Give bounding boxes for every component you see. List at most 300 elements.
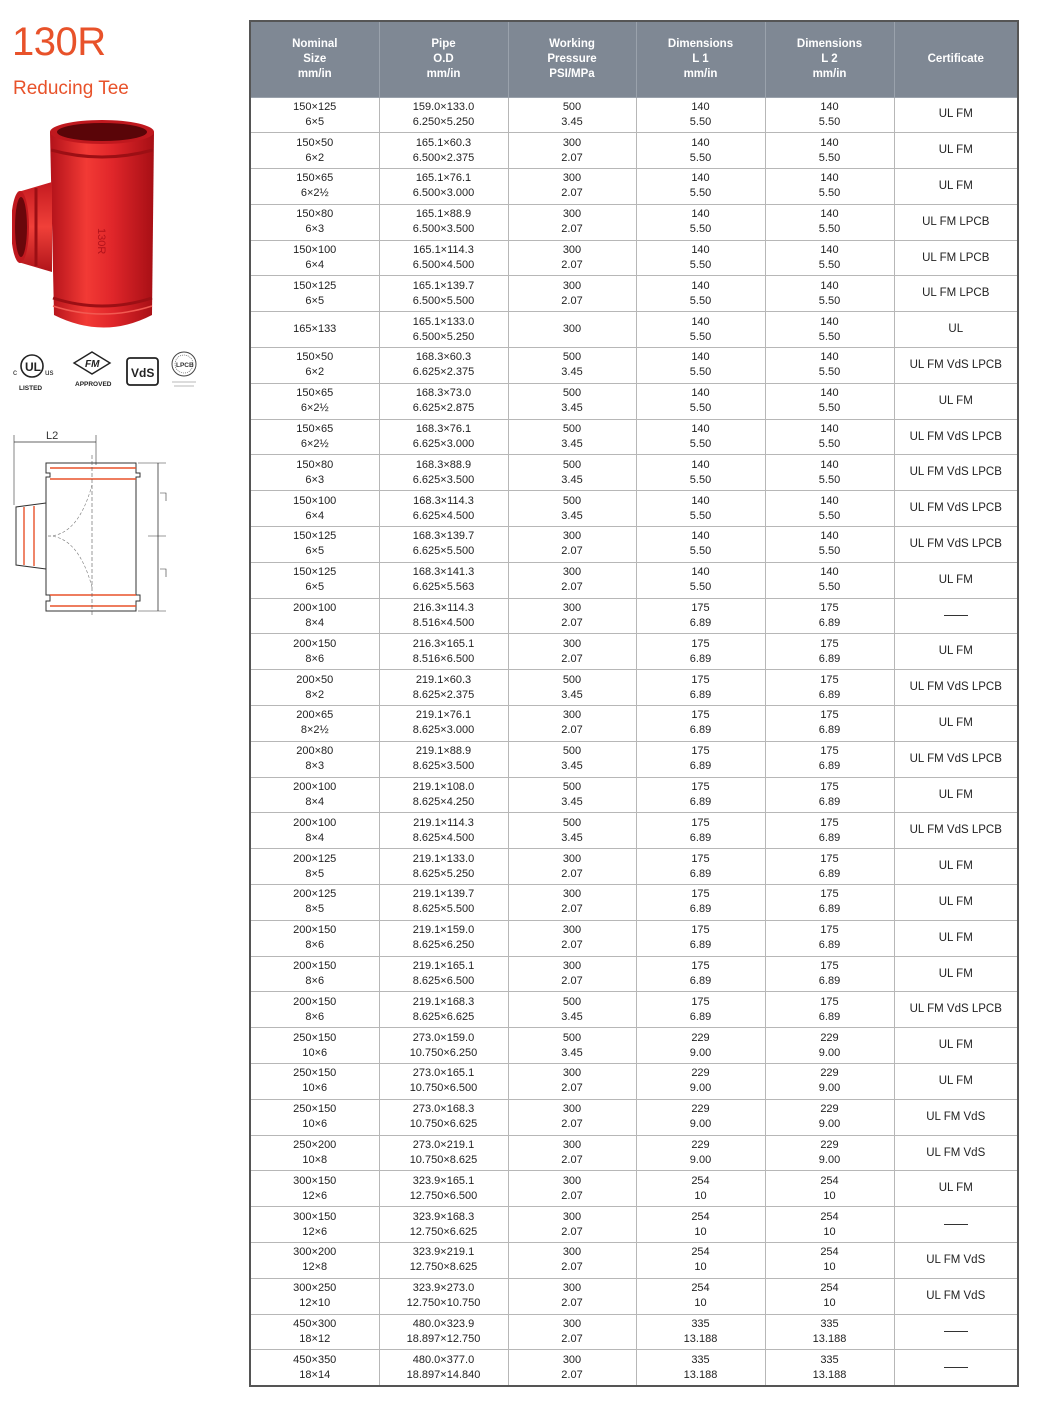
cell-pressure [508, 491, 636, 527]
cell-value: 6.89 [689, 1010, 712, 1023]
cell-value: 5.50 [689, 438, 712, 451]
cell-value: 6.89 [689, 652, 712, 665]
cell-cert [894, 920, 1018, 956]
cell-value: 5.50 [689, 509, 712, 522]
cell-value: 140 [820, 279, 839, 292]
cell-l2 [765, 1278, 894, 1314]
table-row [250, 849, 1018, 885]
cell-value: 300 [562, 602, 582, 615]
cell-value: 8.516×6.500 [412, 652, 475, 665]
cell-value: 10 [823, 1189, 836, 1202]
cell-value: 2.07 [561, 1189, 583, 1202]
cell-pressure [508, 849, 636, 885]
svg-text:LPCB: LPCB [176, 362, 194, 369]
cell-value: 229 [820, 1139, 839, 1151]
cell-value: 6.89 [818, 688, 841, 701]
column-header-nominal [250, 21, 379, 97]
product-code: 130R [12, 20, 106, 64]
table-row [250, 1314, 1018, 1350]
cell-value: 6.89 [689, 939, 712, 952]
cell-l1 [636, 240, 765, 276]
cell-value: 219.1×114.3 [413, 816, 474, 829]
cell-value: 175 [820, 709, 839, 722]
cell-cert [894, 1099, 1018, 1135]
cell-l2 [765, 1171, 894, 1207]
cell-value: 6.89 [818, 939, 841, 952]
cell-value: 165.1×133.0 [412, 315, 475, 328]
cell-cert [894, 777, 1018, 813]
cell-value: 450×300 [293, 1317, 337, 1330]
cell-value: 5.50 [818, 330, 841, 343]
cell-value: 140 [691, 494, 710, 507]
cell-value: 140 [820, 315, 839, 328]
cell-value: 6×3 [305, 473, 325, 486]
cell-nominal [250, 956, 379, 992]
cell-l2 [765, 133, 894, 169]
cell-pressure [508, 1171, 636, 1207]
cell-od [379, 634, 508, 670]
certificate-value: UL FM [938, 931, 973, 944]
cell-od [379, 849, 508, 885]
table-row [250, 204, 1018, 240]
cell-value: 8.625×3.000 [412, 724, 475, 737]
cell-value: 140 [820, 208, 839, 221]
cell-value: 500 [562, 100, 582, 113]
cell-value: 6×5 [305, 294, 325, 307]
table-row [250, 527, 1018, 563]
cell-value: 300 [562, 1067, 582, 1080]
cell-value: 500 [562, 781, 582, 794]
cell-value: 300 [562, 1103, 582, 1116]
cell-nominal [250, 1135, 379, 1171]
cell-value: 140 [820, 351, 839, 364]
cell-value: 300 [562, 960, 582, 973]
certificate-value: UL FM [938, 573, 973, 586]
cell-value: 10×8 [302, 1154, 328, 1166]
cell-value: 6.625×4.500 [412, 509, 475, 522]
cell-od [379, 1314, 508, 1350]
cell-value: 300 [562, 530, 582, 543]
cell-value: 3.45 [561, 509, 583, 522]
cell-value: 2.07 [561, 545, 583, 558]
cell-value: 140 [820, 136, 839, 149]
cell-l2 [765, 885, 894, 921]
cell-value: 5.50 [818, 509, 841, 522]
cell-cert [894, 813, 1018, 849]
cell-pressure [508, 920, 636, 956]
column-header-line: Size [303, 52, 327, 65]
certificate-value: UL FM VdS LPCB [909, 430, 1002, 443]
cell-value: 2.07 [561, 1225, 583, 1238]
cell-value: 3.45 [561, 831, 583, 844]
cell-pressure [508, 670, 636, 706]
cell-value: 5.50 [818, 187, 841, 200]
cell-value: 5.50 [818, 473, 841, 486]
cell-value: 6×2 [305, 151, 325, 164]
cell-value: 6.89 [818, 1010, 841, 1023]
cell-l2 [765, 992, 894, 1028]
cell-value: 273.0×159.0 [412, 1031, 475, 1044]
no-certificate-dash [944, 1224, 968, 1225]
column-header-line: L 2 [821, 52, 838, 65]
cell-value: 5.50 [689, 115, 712, 128]
cell-l2 [765, 348, 894, 384]
cell-nominal [250, 383, 379, 419]
cell-value: 300 [562, 1353, 582, 1366]
cell-l2 [765, 312, 894, 348]
certificate-value: UL FM LPCB [922, 287, 990, 300]
cell-value: 500 [562, 995, 582, 1008]
cell-value: 6.500×4.500 [412, 259, 475, 272]
cell-value: 150×80 [296, 208, 334, 221]
cell-value: 6.89 [689, 688, 712, 701]
certificate-value: UL FM [938, 394, 973, 407]
cell-value: 300 [562, 1317, 582, 1330]
cell-pressure [508, 1135, 636, 1171]
certificate-value: UL FM VdS [926, 1146, 986, 1159]
cell-nominal [250, 419, 379, 455]
certificate-value: UL FM [938, 716, 973, 729]
cell-value: 6.89 [818, 831, 841, 844]
cell-l2 [765, 1099, 894, 1135]
cell-value: 2.07 [561, 151, 583, 164]
cell-value: 300 [562, 323, 582, 336]
cell-value: 6.89 [689, 867, 712, 880]
cell-value: 10 [694, 1225, 707, 1238]
table-row [250, 348, 1018, 384]
cell-value: 8.625×4.250 [412, 796, 475, 809]
svg-text:c: c [13, 368, 17, 377]
cell-nominal [250, 455, 379, 491]
cell-value: 10.750×6.500 [409, 1082, 478, 1095]
cell-value: 140 [820, 172, 839, 185]
cell-value: 8.625×2.375 [412, 688, 475, 701]
cell-value: 10 [823, 1261, 836, 1274]
cell-value: 6.89 [689, 617, 712, 630]
cell-value: 2.07 [561, 1297, 583, 1310]
cell-value: 250×150 [293, 1067, 337, 1080]
cell-nominal [250, 562, 379, 598]
cell-nominal [250, 1099, 379, 1135]
cell-value: 10.750×6.250 [409, 1046, 478, 1059]
cell-value: 140 [820, 423, 839, 436]
cell-value: 140 [820, 458, 839, 471]
cell-value: 5.50 [818, 402, 841, 415]
cell-value: 6.500×2.375 [412, 151, 475, 164]
cell-value: 6.89 [689, 760, 712, 773]
cell-value: 175 [820, 924, 839, 937]
cell-value: 2.07 [561, 652, 583, 665]
cell-value: 175 [691, 602, 710, 615]
certificate-value: UL FM VdS LPCB [909, 466, 1002, 479]
cell-value: 2.07 [561, 1154, 583, 1166]
cell-value: 6×3 [305, 223, 325, 236]
cell-value: 10 [823, 1225, 836, 1238]
cell-value: 18×12 [299, 1332, 331, 1345]
table-row [250, 383, 1018, 419]
cell-nominal [250, 169, 379, 205]
lpcb-logo [172, 352, 196, 386]
cell-value: 8×6 [305, 652, 325, 665]
cell-value: 300 [562, 637, 582, 650]
column-header-cert [894, 21, 1018, 97]
cell-value: 175 [691, 924, 710, 937]
no-certificate-dash [944, 1367, 968, 1368]
cell-cert [894, 312, 1018, 348]
cell-l1 [636, 1278, 765, 1314]
cell-value: 165.1×76.1 [415, 172, 472, 185]
cell-l2 [765, 204, 894, 240]
cell-value: 168.3×114.3 [413, 494, 474, 507]
column-header-line: Working [549, 37, 595, 50]
cell-l2 [765, 849, 894, 885]
certificate-value: UL FM [938, 860, 973, 873]
table-row [250, 598, 1018, 634]
cell-l1 [636, 706, 765, 742]
cell-value: 5.50 [818, 259, 841, 272]
cell-l1 [636, 1243, 765, 1279]
cell-value: 2.07 [561, 1261, 583, 1274]
cell-nominal [250, 813, 379, 849]
cell-l1 [636, 849, 765, 885]
cell-od [379, 956, 508, 992]
cell-nominal [250, 885, 379, 921]
cell-value: 6.625×3.500 [412, 473, 475, 486]
cell-value: 175 [691, 816, 710, 829]
certificate-value: UL FM VdS LPCB [909, 824, 1002, 837]
cell-l2 [765, 1243, 894, 1279]
cell-value: 10 [694, 1297, 707, 1310]
cell-cert [894, 1243, 1018, 1279]
column-header-line: mm/in [812, 67, 847, 80]
cell-pressure [508, 383, 636, 419]
certification-logos [10, 350, 210, 395]
cell-value: 6.89 [818, 867, 841, 880]
column-header-l1 [636, 21, 765, 97]
cell-value: 168.3×76.1 [415, 423, 472, 436]
cell-pressure [508, 885, 636, 921]
cell-value: 159.0×133.0 [412, 100, 475, 113]
cell-od [379, 312, 508, 348]
cell-value: 300 [562, 1246, 582, 1259]
cell-value: 10×6 [302, 1082, 328, 1095]
cell-l1 [636, 634, 765, 670]
cell-value: 175 [820, 852, 839, 865]
cell-value: 12×6 [302, 1225, 328, 1238]
cell-value: 5.50 [689, 366, 712, 379]
cell-nominal [250, 777, 379, 813]
cell-pressure [508, 992, 636, 1028]
cell-value: 168.3×88.9 [415, 458, 472, 471]
cell-l1 [636, 1171, 765, 1207]
cell-l2 [765, 1314, 894, 1350]
cell-value: 6.625×2.375 [412, 366, 475, 379]
table-row [250, 741, 1018, 777]
cell-value: 140 [691, 566, 710, 579]
certificate-value: UL FM VdS LPCB [909, 752, 1002, 765]
cell-value: 5.50 [818, 438, 841, 451]
cell-value: 6.625×2.875 [412, 402, 475, 415]
cell-value: 300 [562, 1210, 582, 1223]
cell-value: 300 [562, 709, 582, 722]
cell-value: 5.50 [818, 581, 841, 594]
cell-value: 300 [562, 888, 582, 901]
cell-value: 12×6 [302, 1189, 328, 1202]
cell-value: 3.45 [561, 1046, 583, 1059]
cell-cert [894, 1171, 1018, 1207]
cell-pressure [508, 956, 636, 992]
table-row [250, 813, 1018, 849]
cell-pressure [508, 527, 636, 563]
cell-pressure [508, 348, 636, 384]
cell-value: 200×125 [293, 888, 337, 901]
cell-value: 3.45 [561, 366, 583, 379]
cell-value: 140 [691, 100, 710, 113]
cell-value: 6.89 [818, 903, 841, 916]
cell-value: 219.1×168.3 [412, 995, 475, 1008]
certificate-value: UL FM VdS LPCB [909, 681, 1002, 694]
cell-value: 140 [820, 244, 839, 257]
cell-value: 10.750×6.625 [409, 1118, 478, 1131]
cell-od [379, 706, 508, 742]
table-body [250, 97, 1018, 1386]
dimensions-table-wrap [249, 20, 1017, 1387]
certificate-value: UL FM LPCB [922, 215, 990, 228]
cell-nominal [250, 670, 379, 706]
table-row [250, 920, 1018, 956]
cell-value: 3.45 [561, 115, 583, 128]
cell-od [379, 885, 508, 921]
cell-cert [894, 956, 1018, 992]
column-header-line: mm/in [683, 67, 718, 80]
cell-value: 165.1×114.3 [413, 244, 474, 257]
cell-value: 140 [820, 530, 839, 543]
cell-od [379, 169, 508, 205]
table-row [250, 1135, 1018, 1171]
cell-value: 6.500×3.000 [412, 187, 475, 200]
cell-value: 140 [691, 387, 710, 400]
cell-cert [894, 240, 1018, 276]
cell-value: 5.50 [689, 545, 712, 558]
cell-l2 [765, 706, 894, 742]
cell-value: 175 [691, 995, 710, 1008]
cell-value: 5.50 [689, 294, 712, 307]
cell-cert [894, 1278, 1018, 1314]
cell-value: 150×50 [296, 351, 334, 364]
cell-value: 216.3×165.1 [412, 637, 475, 650]
certificate-value: UL FM [938, 144, 973, 157]
cell-value: 2.07 [561, 867, 583, 880]
cell-value: 250×150 [293, 1103, 337, 1116]
cell-l1 [636, 312, 765, 348]
cell-nominal [250, 204, 379, 240]
cell-value: 150×125 [293, 279, 337, 292]
cell-value: 6.89 [689, 724, 712, 737]
cell-value: 2.07 [561, 581, 583, 594]
cell-pressure [508, 813, 636, 849]
cell-value: 150×65 [296, 387, 334, 400]
cell-value: 2.07 [561, 903, 583, 916]
cell-value: 6×2½ [300, 438, 329, 451]
cell-pressure [508, 1028, 636, 1064]
cell-value: 2.07 [561, 939, 583, 952]
cell-value: 200×150 [293, 637, 337, 650]
cell-l1 [636, 1135, 765, 1171]
cell-value: 5.50 [818, 294, 841, 307]
cell-l1 [636, 133, 765, 169]
cell-nominal [250, 1314, 379, 1350]
cell-value: 150×100 [293, 494, 337, 507]
cell-l2 [765, 956, 894, 992]
column-header-line: O.D [433, 52, 454, 65]
cell-cert [894, 562, 1018, 598]
cell-value: 300×200 [293, 1246, 337, 1259]
cell-value: 200×50 [296, 673, 334, 686]
cell-value: 335 [691, 1317, 710, 1330]
cell-value: 140 [691, 172, 710, 185]
cell-l1 [636, 1099, 765, 1135]
column-header-line: PSI/MPa [549, 67, 595, 80]
cell-l2 [765, 383, 894, 419]
cell-value: 150×125 [293, 530, 337, 543]
cell-nominal [250, 276, 379, 312]
cell-value: 9.00 [818, 1118, 841, 1131]
cell-pressure [508, 1314, 636, 1350]
cell-nominal [250, 741, 379, 777]
cell-l1 [636, 956, 765, 992]
cell-pressure [508, 97, 636, 133]
cell-nominal [250, 491, 379, 527]
cell-value: 9.00 [818, 1154, 841, 1166]
no-certificate-dash [944, 1331, 968, 1332]
cell-value: 150×50 [296, 136, 334, 149]
cell-value: 250×150 [293, 1031, 337, 1044]
cell-cert [894, 849, 1018, 885]
cell-nominal [250, 527, 379, 563]
cell-l2 [765, 491, 894, 527]
cell-l1 [636, 383, 765, 419]
cell-l1 [636, 276, 765, 312]
cell-value: 500 [562, 423, 582, 436]
cell-value: 500 [562, 745, 582, 758]
certificate-value: UL FM [938, 1039, 973, 1052]
cell-value: 2.07 [561, 223, 583, 236]
cell-value: 6.500×5.500 [412, 294, 475, 307]
cell-value: 2.07 [561, 294, 583, 307]
cell-od [379, 741, 508, 777]
cell-value: 165.1×139.7 [412, 279, 475, 292]
cell-value: 8.625×5.500 [412, 903, 475, 916]
cell-od [379, 813, 508, 849]
cell-value: 12.750×6.500 [409, 1189, 478, 1202]
cell-od [379, 1028, 508, 1064]
cell-cert [894, 1028, 1018, 1064]
certificate-value: UL FM [938, 967, 973, 980]
cell-l1 [636, 1207, 765, 1243]
table-row [250, 312, 1018, 348]
cell-value: 168.3×73.0 [415, 387, 472, 400]
cell-value: 175 [691, 637, 710, 650]
table-row [250, 1350, 1018, 1386]
cell-value: 12.750×10.750 [406, 1297, 481, 1310]
cell-l2 [765, 169, 894, 205]
cell-l1 [636, 97, 765, 133]
cell-value: 8.625×6.625 [412, 1010, 475, 1023]
table-row [250, 240, 1018, 276]
cell-value: 12×10 [299, 1297, 331, 1310]
cell-value: 12.750×6.625 [409, 1225, 478, 1238]
cell-value: 6×4 [305, 509, 325, 522]
